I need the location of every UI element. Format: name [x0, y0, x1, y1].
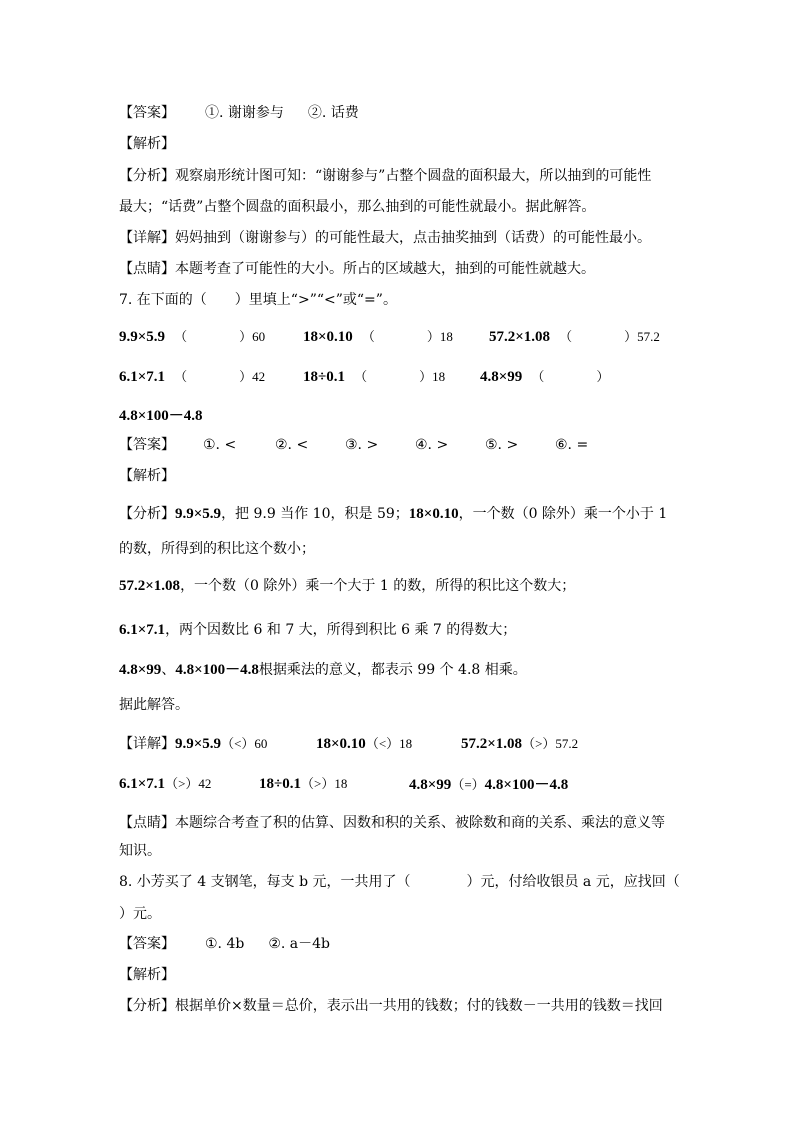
q7-comment-line2: 知识。 — [119, 843, 161, 859]
analysis-label: 【分析】 — [119, 506, 175, 522]
q6-answer-line — [119, 103, 359, 123]
comment-label: 【点睛】 — [119, 815, 175, 831]
q8-jiexi: 【解析】 — [119, 967, 175, 983]
q7-item-4: 6.1×7.1 （ ）42 — [119, 369, 266, 385]
q7-analysis-line5: 4.8×99、4.8×100－4.8根据乘法的意义，都表示 99 个 4.8 相乘。 — [119, 662, 527, 678]
q7-detail-item-3: 57.2×1.08（>）57.2 — [461, 736, 579, 752]
analysis-label: 【分析】 — [119, 168, 175, 184]
q7-analysis-line6: 据此解答。 — [119, 697, 189, 713]
q6-analysis-line2: 最大；“话费”占整个圆盘的面积最小，那么抽到的可能性就最小。据此解答。 — [119, 199, 596, 215]
q7-last-expr: 4.8×100－4.8 — [119, 408, 203, 424]
q7-item-5: 18÷0.1 （ ）18 — [303, 369, 446, 385]
q8-analysis: 【分析】根据单价×数量＝总价，表示出一共用的钱数；付的钱数－一共用的钱数＝找回 — [119, 998, 663, 1014]
detail-label: 【详解】 — [119, 736, 175, 752]
q7-detail-item-4: 6.1×7.1（>）42 — [119, 776, 212, 792]
answer-label: 【答案】 — [119, 105, 175, 121]
q7-analysis-line2: 的数，所得到的积比这个数小； — [119, 541, 315, 557]
comment-label: 【点睛】 — [119, 261, 175, 277]
q7-answer-6: ⑥. = — [555, 437, 589, 453]
detail-label: 【详解】 — [119, 230, 175, 246]
q7-detail-item-5: 18÷0.1（>）18 — [259, 776, 348, 792]
answer-label: 【答案】 — [119, 437, 175, 453]
q7-question: 7. 在下面的（ ）里填上“>”“<”或“=”。 — [119, 292, 397, 308]
q8-answer-2: ②. a－4b — [268, 936, 330, 952]
q8-answer-1: ①. 4b — [205, 936, 245, 952]
q7-comment-line1: 【点睛】本题综合考查了积的估算、因数和积的关系、被除数和商的关系、乘法的意义等 — [119, 815, 665, 831]
q8-answer-line — [119, 934, 330, 954]
q8-question-line1: 8. 小芳买了 4 支钢笔，每支 b 元，一共用了（ ）元，付给收银员 a 元，应找回（ — [119, 874, 680, 890]
q6-analysis-line1: 【分析】观察扇形统计图可知：“谢谢参与”占整个圆盘的面积最大，所以抽到的可能性 — [119, 168, 652, 184]
q7-answer-4: ④. > — [415, 437, 449, 453]
q7-answer-1: ①. < — [203, 437, 237, 453]
answer-label: 【答案】 — [119, 936, 175, 952]
q7-answer-line — [119, 435, 589, 455]
q7-answer-2: ②. < — [275, 437, 309, 453]
q7-item-3: 57.2×1.08 （ ）57.2 — [489, 329, 660, 345]
q7-detail-item-6: 4.8×99（=）4.8×100－4.8 — [409, 777, 569, 793]
answer-2: ②. 话费 — [307, 105, 359, 121]
q7-item-2: 18×0.10 （ ）18 — [303, 329, 453, 345]
q7-detail-item-2: 18×0.10（<）18 — [316, 736, 413, 752]
analysis-label: 【分析】 — [119, 998, 175, 1014]
q7-detail-item-1: 【详解】9.9×5.9（<）60 — [119, 736, 268, 752]
q7-jiexi: 【解析】 — [119, 468, 175, 484]
q6-comment: 【点睛】本题考查了可能性的大小。所占的区域越大，抽到的可能性就越大。 — [119, 261, 595, 277]
q7-item-1: 9.9×5.9 （ ）60 — [119, 329, 266, 345]
answer-1: ①. 谢谢参与 — [205, 105, 284, 121]
q7-analysis-line3: 57.2×1.08，一个数（0 除外）乘一个大于 1 的数，所得的积比这个数大； — [119, 578, 576, 594]
q6-jiexi: 【解析】 — [119, 136, 175, 152]
q7-analysis-line1: 【分析】9.9×5.9，把 9.9 当作 10，积是 59；18×0.10，一个数（0 除外）乘一个小于 1 — [119, 506, 668, 522]
q7-item-6: 4.8×99 （ ） — [480, 369, 610, 385]
q6-detail: 【详解】妈妈抽到（谢谢参与）的可能性最大，点击抽奖抽到（话费）的可能性最小。 — [119, 230, 651, 246]
q7-answer-3: ③. > — [345, 437, 379, 453]
q8-question-line2: ）元。 — [119, 906, 161, 922]
q7-answer-5: ⑤. > — [485, 437, 519, 453]
q7-analysis-line4: 6.1×7.1，两个因数比 6 和 7 大，所得到积比 6 乘 7 的得数大； — [119, 622, 517, 638]
